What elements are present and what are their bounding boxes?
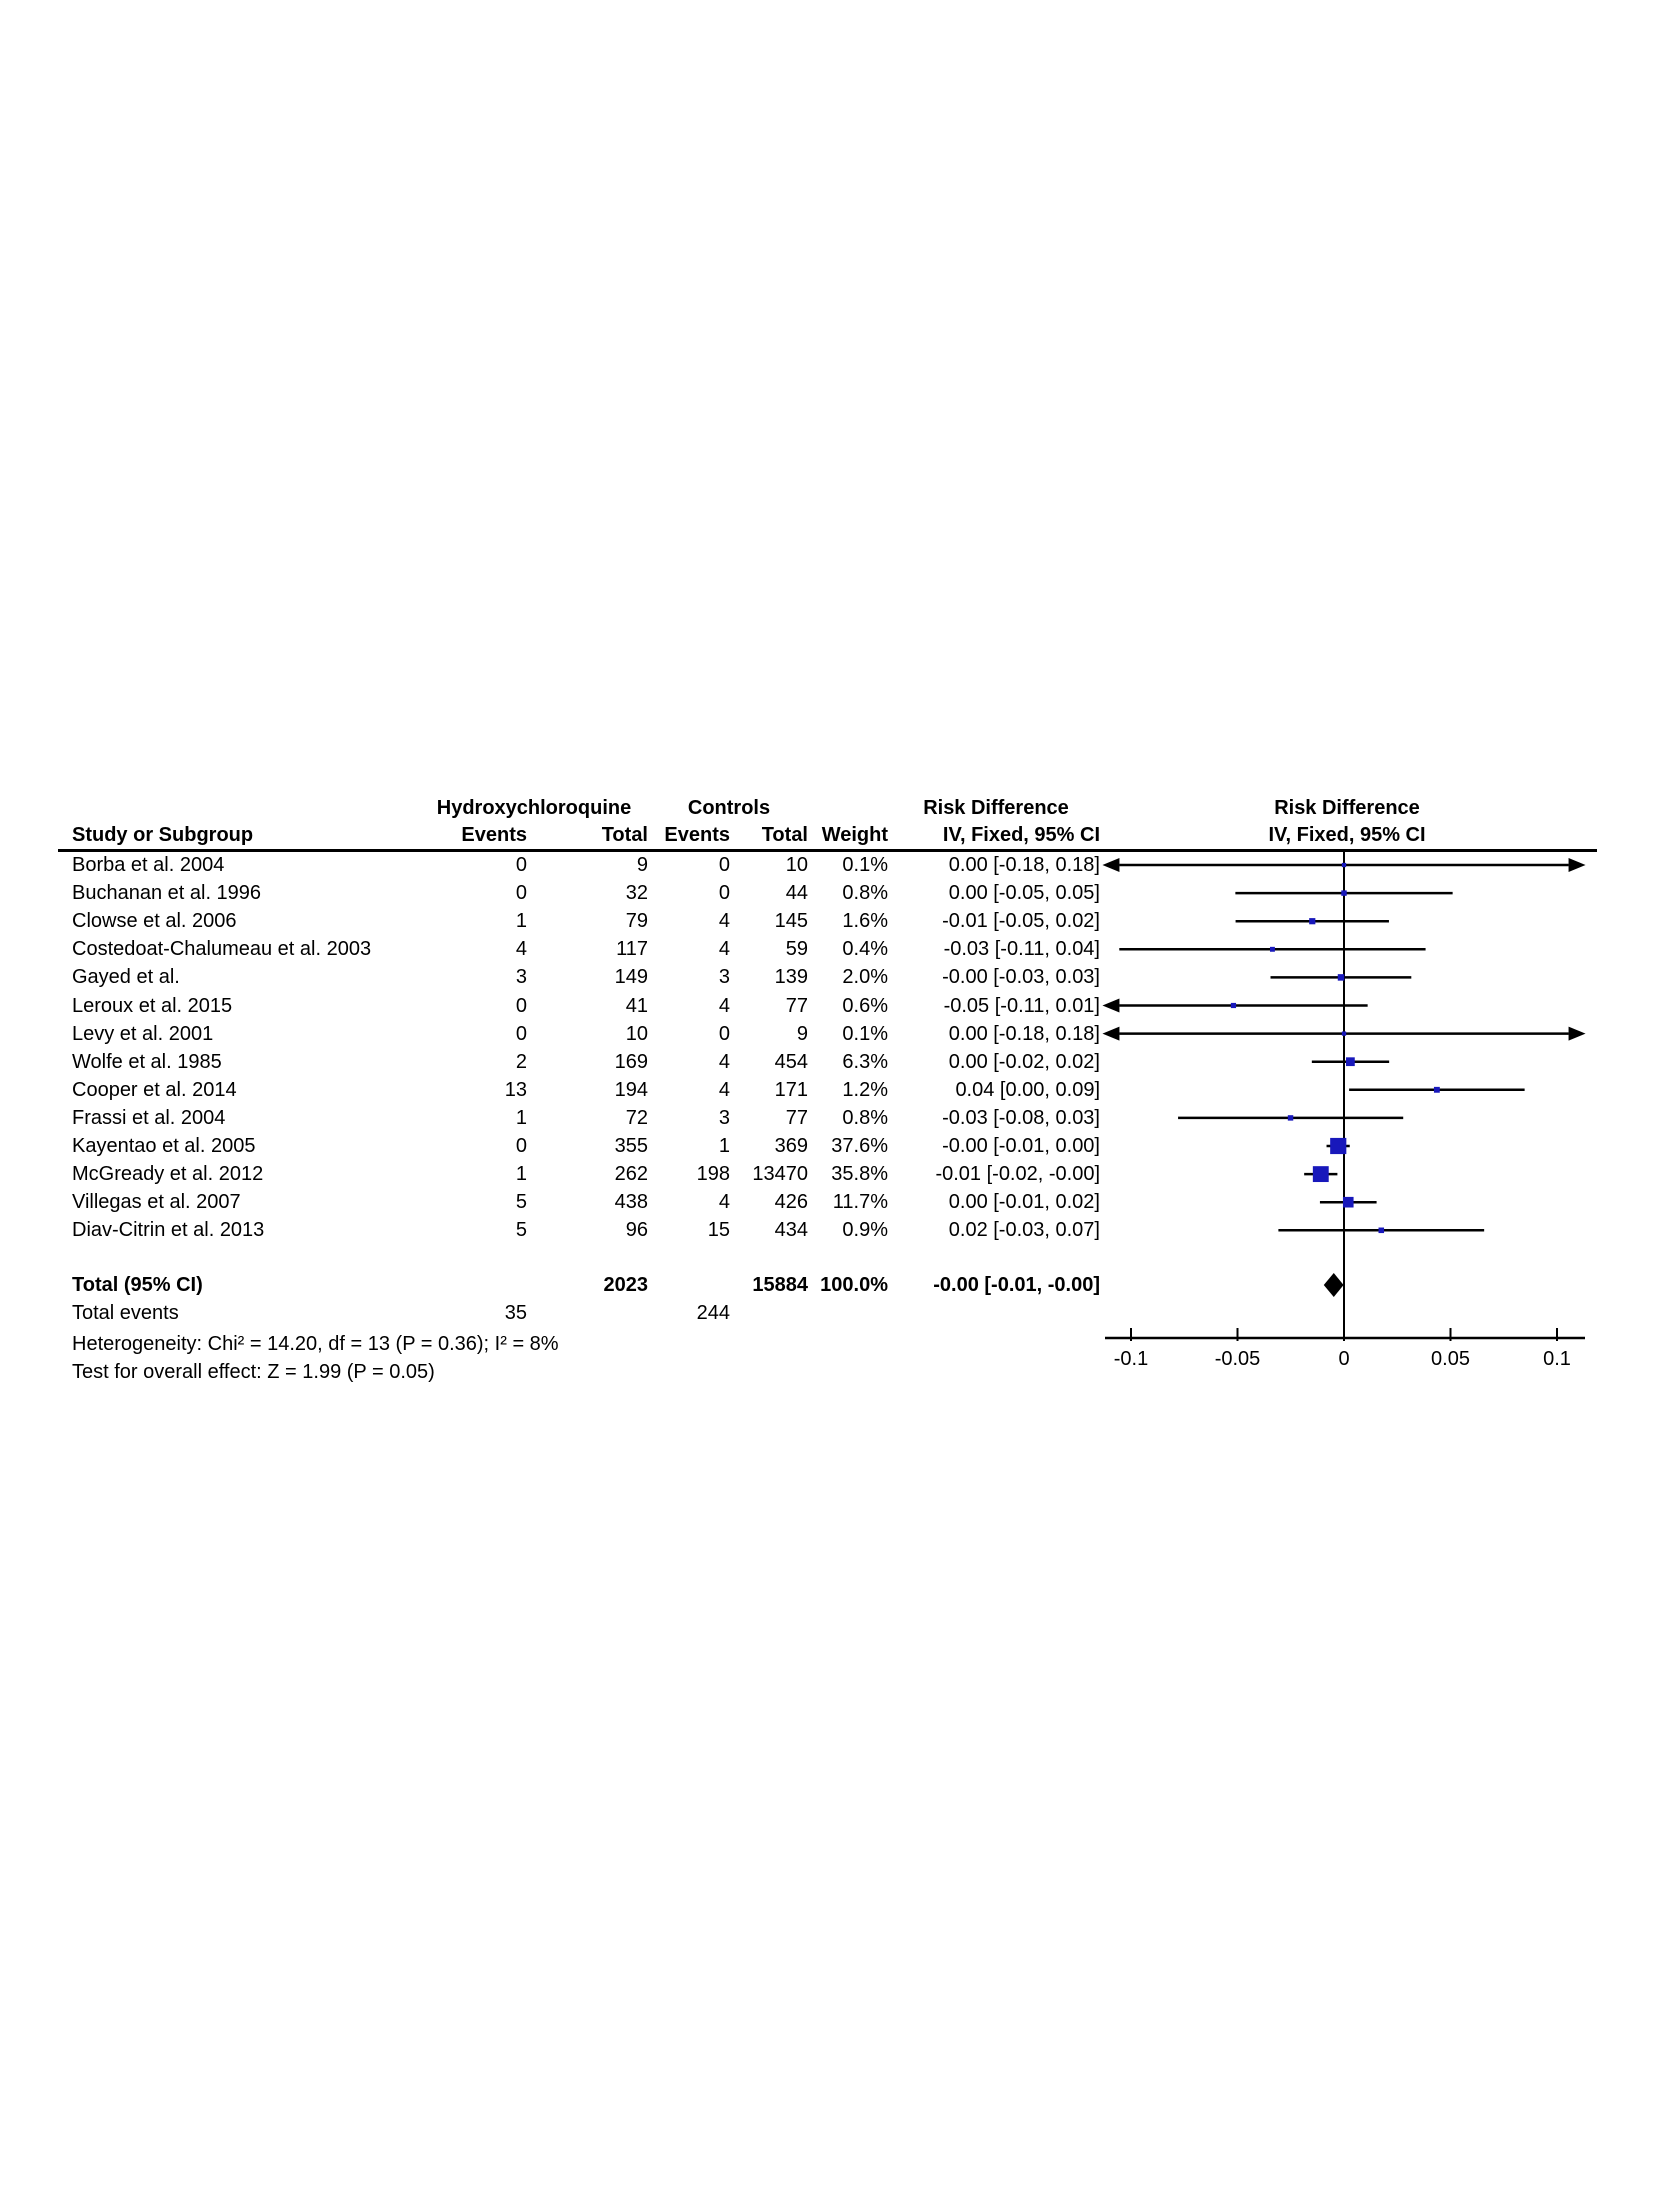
- cell-control-events: 0: [718, 1022, 730, 1045]
- cell-ci-text: 0.04 [0.00, 0.09]: [955, 1078, 1100, 1101]
- cell-control-events: 3: [718, 1106, 730, 1129]
- control-events-header: Events: [664, 824, 730, 846]
- cell-treatment-events: 13: [504, 1078, 527, 1101]
- cell-ci-text: -0.00 [-0.01, 0.00]: [942, 1135, 1100, 1157]
- ci-arrow-right: [1569, 1027, 1586, 1041]
- cell-control-events: 198: [696, 1163, 730, 1186]
- cell-control-total: 77: [785, 1106, 808, 1129]
- cell-ci-text: -0.05 [-0.11, 0.01]: [943, 994, 1100, 1017]
- treatment-events-header: Events: [461, 824, 527, 846]
- effect-marker: [1288, 1115, 1293, 1120]
- cell-treatment-total: 41: [625, 994, 648, 1017]
- effect-marker: [1342, 863, 1346, 867]
- cell-treatment-total: 355: [614, 1135, 648, 1157]
- cell-study-name: Kayentao et al. 2005: [72, 1135, 256, 1157]
- ci-arrow-left: [1102, 858, 1119, 872]
- risk-difference-column-header: Risk Difference: [923, 797, 1069, 819]
- cell-study-name: Borba et al. 2004: [72, 854, 225, 876]
- cell-weight: 0.1%: [842, 854, 888, 876]
- cell-treatment-total: 72: [625, 1106, 648, 1129]
- effect-marker: [1434, 1087, 1440, 1093]
- cell-treatment-total: 9: [636, 854, 648, 876]
- cell-weight: 2.0%: [842, 966, 888, 989]
- cell-study-name: Clowse et al. 2006: [72, 910, 237, 933]
- cell-treatment-total: 79: [625, 910, 648, 933]
- cell-control-total: 139: [774, 966, 808, 989]
- treatment-group-header: Hydroxychloroquine: [436, 797, 632, 819]
- total-treatment-n: 2023: [603, 1274, 648, 1296]
- control-total-header: Total: [761, 824, 808, 846]
- cell-study-name: Villegas et al. 2007: [72, 1191, 241, 1214]
- cell-control-events: 4: [718, 1191, 730, 1214]
- effect-marker: [1346, 1057, 1355, 1066]
- effect-marker: [1309, 918, 1315, 924]
- cell-treatment-events: 0: [515, 1022, 527, 1045]
- cell-treatment-events: 3: [515, 966, 527, 989]
- cell-study-name: Buchanan et al. 1996: [72, 882, 262, 905]
- cell-treatment-events: 1: [515, 1106, 527, 1129]
- cell-control-total: 434: [774, 1219, 808, 1242]
- effect-marker: [1343, 1197, 1354, 1208]
- ci-arrow-left: [1102, 999, 1119, 1013]
- cell-control-events: 3: [718, 966, 730, 989]
- cell-control-events: 15: [707, 1219, 730, 1242]
- total-events-label: Total events: [72, 1302, 179, 1324]
- cell-treatment-events: 1: [515, 910, 527, 933]
- cell-ci-text: 0.00 [-0.01, 0.02]: [948, 1191, 1100, 1214]
- cell-control-total: 454: [774, 1050, 808, 1073]
- cell-study-name: Leroux et al. 2015: [72, 994, 233, 1017]
- cell-weight: 1.2%: [842, 1078, 888, 1101]
- cell-treatment-total: 262: [614, 1163, 648, 1186]
- cell-weight: 6.3%: [842, 1050, 888, 1073]
- cell-weight: 1.6%: [842, 910, 888, 933]
- cell-control-events: 4: [718, 1050, 730, 1073]
- cell-treatment-events: 5: [515, 1191, 527, 1214]
- cell-ci-text: 0.00 [-0.05, 0.05]: [948, 882, 1100, 905]
- cell-treatment-total: 149: [614, 966, 648, 989]
- cell-treatment-events: 2: [515, 1050, 527, 1073]
- ci-column-header: IV, Fixed, 95% CI: [942, 824, 1100, 846]
- cell-study-name: Diav-Citrin et al. 2013: [72, 1219, 265, 1242]
- cell-study-name: McGready et al. 2012: [72, 1163, 264, 1186]
- cell-treatment-total: 32: [625, 882, 648, 905]
- cell-study-name: Gayed et al.: [72, 966, 180, 989]
- cell-treatment-events: 5: [515, 1219, 527, 1242]
- cell-ci-text: 0.00 [-0.18, 0.18]: [948, 854, 1100, 876]
- cell-control-total: 9: [796, 1022, 808, 1045]
- study-column-header: Study or Subgroup: [72, 824, 254, 846]
- effect-marker: [1338, 974, 1344, 980]
- cell-control-total: 59: [785, 938, 808, 961]
- cell-study-name: Frassi et al. 2004: [72, 1106, 226, 1129]
- risk-difference-plot-header: Risk Difference: [1274, 797, 1420, 819]
- cell-treatment-total: 96: [625, 1219, 648, 1242]
- total-row-label: Total (95% CI): [72, 1274, 203, 1296]
- cell-treatment-events: 0: [515, 1135, 527, 1157]
- cell-weight: 37.6%: [831, 1135, 888, 1157]
- effect-marker: [1379, 1228, 1385, 1234]
- cell-ci-text: 0.00 [-0.18, 0.18]: [948, 1022, 1100, 1045]
- axis-tick-label: 0: [1338, 1348, 1350, 1370]
- cell-weight: 0.4%: [842, 938, 888, 961]
- forest-plot-graphic: [1095, 845, 1600, 1390]
- total-weight: 100.0%: [820, 1274, 888, 1296]
- cell-weight: 0.6%: [842, 994, 888, 1017]
- axis-tick-label: -0.05: [1214, 1348, 1261, 1370]
- effect-marker: [1330, 1138, 1346, 1154]
- ci-arrow-right: [1569, 858, 1586, 872]
- heterogeneity-note: Heterogeneity: Chi² = 14.20, df = 13 (P = 0.36); I² = 8%: [72, 1333, 559, 1355]
- total-events-treatment: 35: [504, 1302, 527, 1324]
- cell-study-name: Costedoat-Chalumeau et al. 2003: [72, 938, 372, 961]
- effect-marker: [1231, 1003, 1236, 1008]
- overall-effect-note: Test for overall effect: Z = 1.99 (P = 0.05): [72, 1361, 435, 1383]
- ci-plot-header: IV, Fixed, 95% CI: [1268, 824, 1426, 846]
- cell-ci-text: -0.01 [-0.05, 0.02]: [942, 910, 1100, 933]
- cell-control-total: 44: [785, 882, 808, 905]
- cell-control-events: 4: [718, 1078, 730, 1101]
- cell-ci-text: 0.00 [-0.02, 0.02]: [948, 1050, 1100, 1073]
- cell-weight: 35.8%: [831, 1163, 888, 1186]
- cell-weight: 0.9%: [842, 1219, 888, 1242]
- cell-control-total: 77: [785, 994, 808, 1017]
- cell-treatment-events: 0: [515, 994, 527, 1017]
- cell-ci-text: -0.01 [-0.02, -0.00]: [935, 1163, 1100, 1186]
- effect-marker: [1313, 1166, 1329, 1182]
- cell-weight: 0.8%: [842, 1106, 888, 1129]
- cell-control-events: 0: [718, 882, 730, 905]
- effect-marker: [1342, 1031, 1346, 1035]
- cell-control-events: 1: [718, 1135, 730, 1157]
- control-group-header: Controls: [687, 797, 771, 819]
- cell-treatment-events: 4: [515, 938, 527, 961]
- cell-control-events: 4: [718, 910, 730, 933]
- axis-tick-label: -0.1: [1113, 1348, 1149, 1370]
- cell-control-events: 4: [718, 994, 730, 1017]
- cell-weight: 0.8%: [842, 882, 888, 905]
- cell-treatment-total: 438: [614, 1191, 648, 1214]
- cell-treatment-events: 0: [515, 882, 527, 905]
- cell-control-total: 13470: [752, 1163, 808, 1186]
- cell-treatment-total: 169: [614, 1050, 648, 1073]
- cell-ci-text: -0.03 [-0.11, 0.04]: [943, 938, 1100, 961]
- total-control-n: 15884: [752, 1274, 808, 1296]
- treatment-total-header: Total: [601, 824, 648, 846]
- ci-arrow-left: [1102, 1027, 1119, 1041]
- cell-treatment-total: 10: [625, 1022, 648, 1045]
- cell-ci-text: -0.03 [-0.08, 0.03]: [942, 1106, 1100, 1129]
- effect-marker: [1270, 947, 1275, 952]
- cell-weight: 11.7%: [832, 1191, 888, 1214]
- cell-control-events: 4: [718, 938, 730, 961]
- effect-marker: [1341, 890, 1346, 895]
- axis-tick-label: 0.1: [1543, 1348, 1571, 1370]
- cell-control-total: 145: [774, 910, 808, 933]
- cell-control-total: 426: [774, 1191, 808, 1214]
- cell-control-total: 369: [774, 1135, 808, 1157]
- cell-control-total: 171: [774, 1078, 808, 1101]
- cell-control-events: 0: [718, 854, 730, 876]
- cell-ci-text: -0.00 [-0.03, 0.03]: [942, 966, 1100, 989]
- cell-weight: 0.1%: [842, 1022, 888, 1045]
- cell-treatment-total: 194: [614, 1078, 648, 1101]
- total-events-control: 244: [696, 1302, 730, 1324]
- cell-treatment-events: 1: [515, 1163, 527, 1186]
- total-diamond: [1324, 1273, 1344, 1297]
- cell-study-name: Levy et al. 2001: [72, 1022, 214, 1045]
- cell-treatment-events: 0: [515, 854, 527, 876]
- total-ci-text: -0.00 [-0.01, -0.00]: [933, 1274, 1100, 1296]
- cell-control-total: 10: [785, 854, 808, 876]
- axis-tick-label: 0.05: [1431, 1348, 1470, 1370]
- cell-study-name: Cooper et al. 2014: [72, 1078, 237, 1101]
- cell-treatment-total: 117: [616, 938, 648, 961]
- weight-header: Weight: [821, 824, 888, 846]
- cell-study-name: Wolfe et al. 1985: [72, 1050, 222, 1073]
- cell-ci-text: 0.02 [-0.03, 0.07]: [948, 1219, 1100, 1242]
